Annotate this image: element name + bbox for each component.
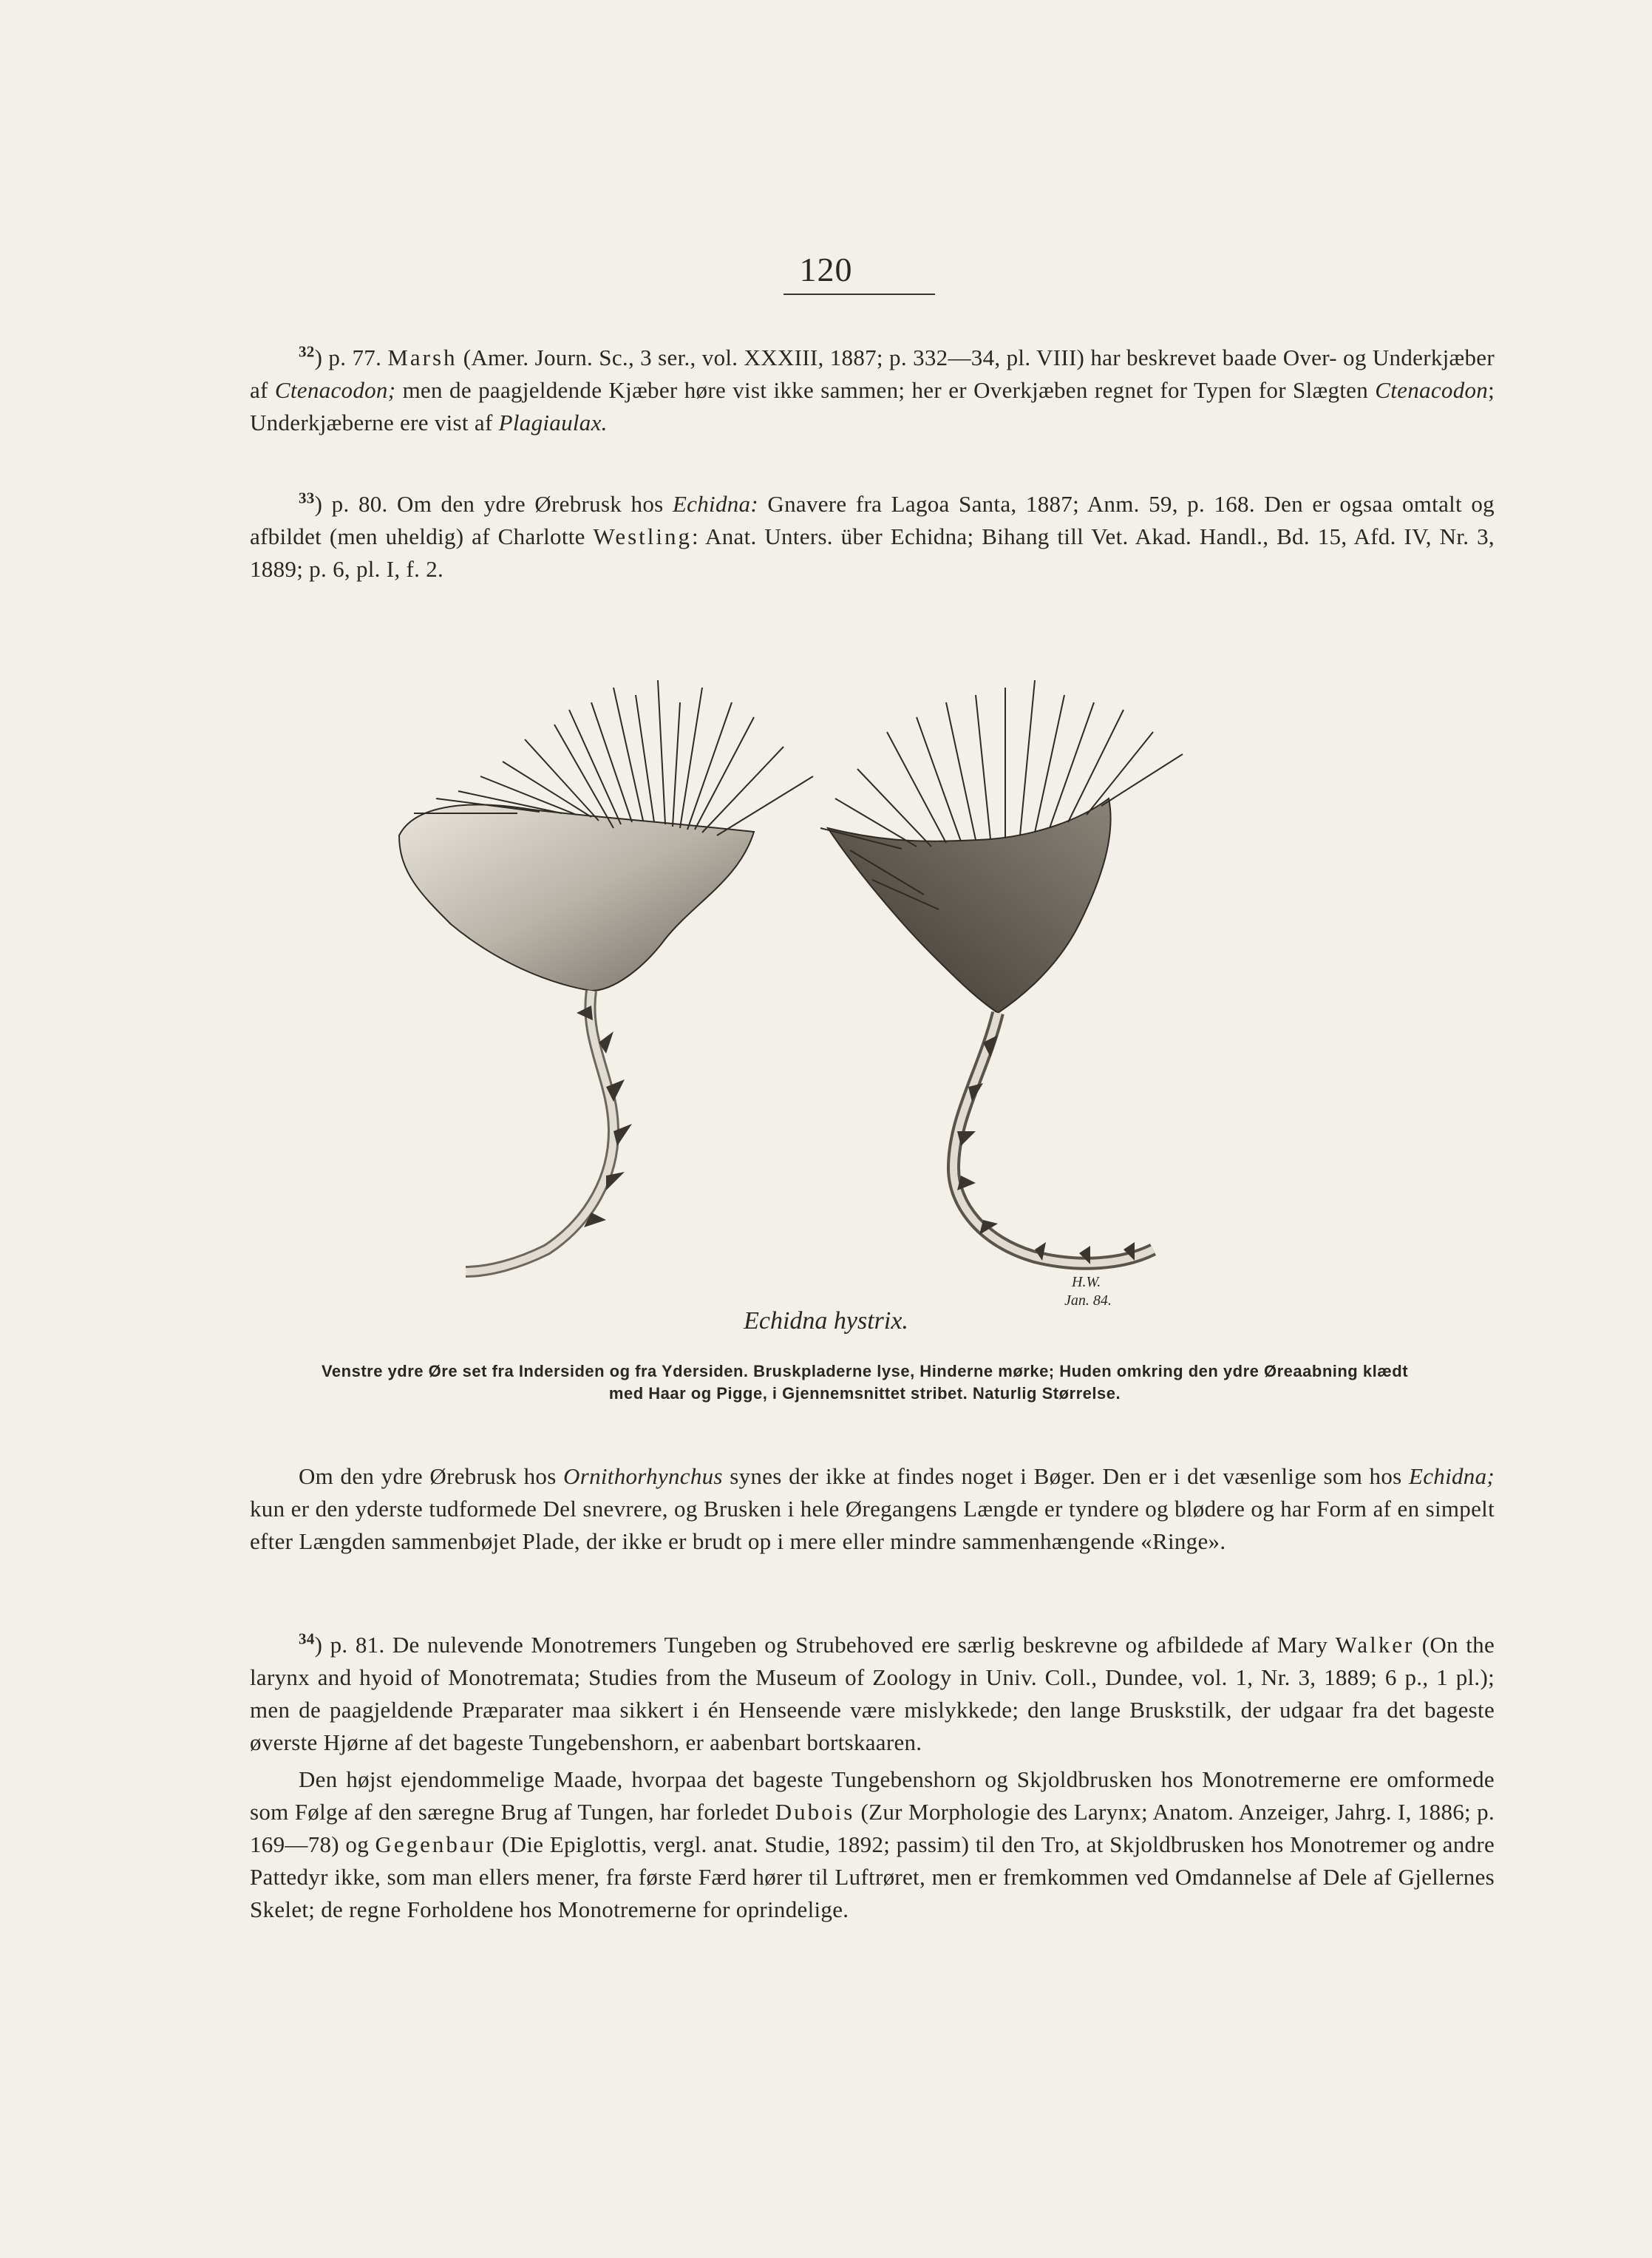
footnote-32-genus-2: Ctenacodon — [1375, 377, 1489, 403]
paragraph-ornithorhynchus — [250, 1460, 1495, 1558]
footnote-32 — [250, 342, 1495, 439]
paragraph-2-author-2: Gegenbaur — [375, 1831, 496, 1857]
footnote-33-text-a: ) p. 80. Om den ydre Ørebrusk hos — [314, 491, 673, 517]
right-ear — [820, 680, 1183, 1264]
figure-caption-note: Venstre ydre Øre set fra Indersiden og fra Ydersiden. Bruskpladerne lyse, Hinderne mørke; Huden omkring den ydre Øreaabning klædt med Haar og Pigge, i Gjennemsnittet stribet. Naturlig Størrelse. — [321, 1362, 1409, 1403]
paragraph-2-author-1: Dubois — [775, 1799, 855, 1825]
page-number: 120 — [799, 251, 853, 288]
paragraph-2-text-a: Den højst ejendommelige Maade, hvorpaa det bageste Tungebenshorn og Skjoldbrusken hos Monotremerne ere omformede som Følge af den særegne Brug af Tungen, har forledet — [250, 1766, 1495, 1825]
footnote-32-genus-1: Ctenacodon; — [274, 377, 396, 403]
footnote-32-genus-3: Plagiaulax. — [498, 410, 608, 435]
paragraph-1-text-a: Om den ydre Ørebrusk hos — [299, 1463, 564, 1489]
paragraph-2-text-b: (Zur Morphologie des Larynx; Anatom. Anzeiger, Jahrg. I, 1886; p. 169—78) og — [250, 1799, 1495, 1857]
left-ear-pinna — [399, 804, 754, 991]
footnote-33-text-c: : Anat. Unters. über Echidna; Bihang till Vet. Akad. Handl., Bd. 15, Afd. IV, Nr. 3, 1889; p. 6, pl. I, f. 2. — [250, 523, 1495, 582]
footnote-33-text-b: Gnavere fra Lagoa Santa, 1887; Anm. 59, p. 168. Den er ogsaa omtalt og afbildet (men uheldig) af Charlotte — [250, 491, 1495, 549]
footnote-32-text-c: men de paagjeldende Kjæber høre vist ikke sammen; her er Overkjæben regnet for Typen for Slægten — [395, 377, 1376, 403]
paragraph-1-genus-2: Echidna; — [1408, 1463, 1495, 1489]
paragraph-1-text-c: kun er den yderste tudformede Del snevrere, og Brusken i hele Øregangens Længde er tyndere og blødere og har Form af en simpelt efter Længden sammenbøjet Plade, der ikke er brudt op i mere eller mindre sammenhængende «Ringe». — [250, 1496, 1495, 1554]
footnote-32-text-b: (Amer. Journ. Sc., 3 ser., vol. XXXIII, 1887; p. 332—34, pl. VIII) har beskrevet baade Over- og Underkjæber af — [250, 345, 1495, 403]
footnote-34-text-b: (On the larynx and hyoid of Monotremata; Studies from the Museum of Zoology in Univ. Coll., Dundee, vol. 1, Nr. 3, 1889; 6 p., 1 pl.); men de paagjeldende Præparater maa sikkert i én Henseende være mislykkede; den lange Bruskstilk, der udgaar fra det bageste øverste Hjørne af det bageste Tungebenshorn, er aabenbart bortskaaren. — [250, 1632, 1495, 1755]
figure-caption-title: Echidna hystrix. — [744, 1307, 908, 1335]
paragraph-2-text-c: (Die Epiglottis, vergl. anat. Studie, 1892; passim) til den Tro, at Skjoldbrusken hos Monotremer og andre Pattedyr ikke, som man ellers mener, fra første Færd hører til Luftrøret, men er fremkommen ved Omdannelse af Dele af Gjellernes Skelet; de regne Forholdene hos Monotremerne for oprindelige. — [250, 1831, 1495, 1922]
page-number-rule — [783, 294, 935, 295]
paragraph-1-text-b: synes der ikke at findes noget i Bøger. Den er i det væsenlige som hos — [722, 1463, 1409, 1489]
paragraph-1-genus-1: Ornithorhynchus — [563, 1463, 723, 1489]
footnote-33-author: Westling — [593, 523, 692, 549]
footnote-33-genus: Echidna: — [672, 491, 758, 517]
right-ear-pinna — [828, 799, 1111, 1013]
footnote-33-number: 33 — [299, 489, 315, 507]
artist-signature-date: Jan. 84. — [1064, 1292, 1112, 1309]
footnote-34 — [250, 1629, 1495, 1926]
footnote-33 — [250, 488, 1495, 586]
footnote-32-text-a: ) p. 77. — [314, 345, 388, 370]
footnote-34-text-a: ) p. 81. De nulevende Monotremers Tungeben og Strubehoved ere særlig beskrevne og afbildede af Mary — [314, 1632, 1336, 1658]
footnote-32-author: Marsh — [387, 345, 458, 370]
left-ear — [399, 680, 813, 1272]
footnote-34-author: Walker — [1335, 1632, 1415, 1658]
echidna-ear-illustration — [370, 658, 1294, 1323]
footnote-34-number: 34 — [299, 1630, 315, 1648]
paragraph-monotremes — [250, 1763, 1495, 1926]
artist-signature: H.W. — [1072, 1274, 1101, 1290]
footnote-32-number: 32 — [299, 342, 315, 361]
footnote-32-text-d: ; Underkjæberne ere vist af — [250, 377, 1495, 435]
